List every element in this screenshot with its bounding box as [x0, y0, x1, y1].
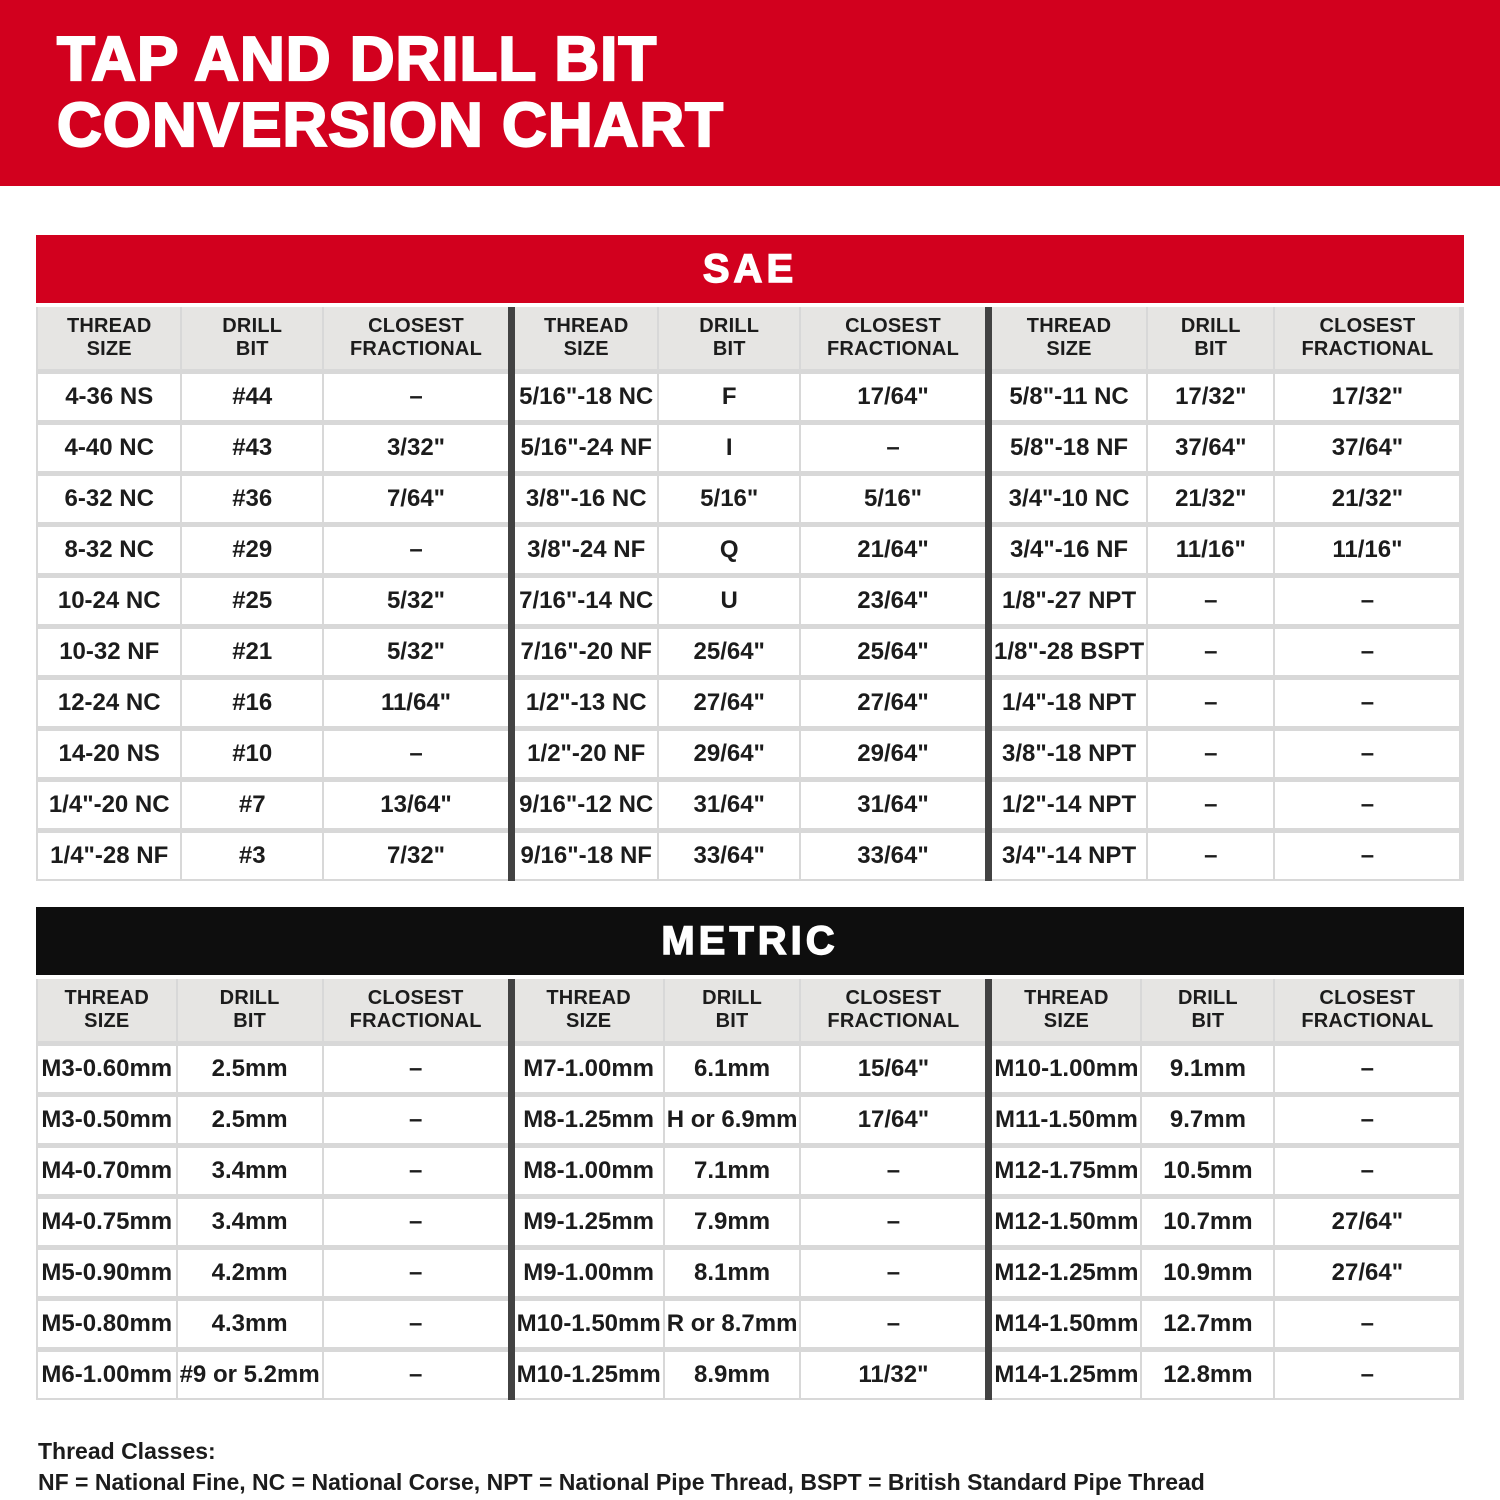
column-header: CLOSEST FRACTIONAL	[1275, 307, 1459, 369]
table-cell: 7.9mm	[665, 1199, 800, 1245]
table-cell: #36	[182, 476, 322, 522]
table-cell: –	[1275, 680, 1459, 726]
column-group	[38, 979, 508, 1400]
table-cell: –	[324, 1097, 508, 1143]
column-header: CLOSEST FRACTIONAL	[801, 307, 985, 369]
table-cell: 7.1mm	[665, 1148, 800, 1194]
table-cell: –	[801, 1250, 985, 1296]
table-cell: 1/8"-27 NPT	[992, 578, 1146, 624]
table-cell: #43	[182, 425, 322, 471]
table-cell: 10.5mm	[1142, 1148, 1273, 1194]
table-cell: 6.1mm	[665, 1046, 800, 1092]
column-header: THREAD SIZE	[992, 979, 1140, 1041]
table-cell: 10.9mm	[1142, 1250, 1273, 1296]
table-cell: M3-0.60mm	[38, 1046, 176, 1092]
table-cell: 31/64"	[801, 782, 985, 828]
table-cell: M6-1.00mm	[38, 1352, 176, 1398]
table-cell: M7-1.00mm	[515, 1046, 663, 1092]
table-cell: 21/64"	[801, 527, 985, 573]
page-title-line2: CONVERSION CHART	[57, 91, 725, 160]
column-header: DRILL BIT	[659, 307, 799, 369]
table-cell: –	[1148, 782, 1273, 828]
column-header: DRILL BIT	[1142, 979, 1273, 1041]
metric-section-header	[36, 907, 1464, 975]
table-cell: 8.9mm	[665, 1352, 800, 1398]
table-cell: 27/64"	[659, 680, 799, 726]
metric-table	[36, 979, 1464, 1400]
table-cell: –	[801, 1301, 985, 1347]
table-cell: 33/64"	[801, 833, 985, 879]
table-cell: –	[1148, 731, 1273, 777]
column-header: THREAD SIZE	[515, 979, 663, 1041]
table-cell: 25/64"	[801, 629, 985, 675]
table-cell: 11/16"	[1275, 527, 1459, 573]
table-cell: M14-1.50mm	[992, 1301, 1140, 1347]
table-cell: 21/32"	[1148, 476, 1273, 522]
column-header: THREAD SIZE	[38, 307, 180, 369]
table-cell: 29/64"	[659, 731, 799, 777]
table-cell: 4.2mm	[178, 1250, 322, 1296]
table-cell: M5-0.80mm	[38, 1301, 176, 1347]
table-cell: –	[1275, 1148, 1459, 1194]
table-cell: 13/64"	[324, 782, 508, 828]
table-cell: 15/64"	[801, 1046, 985, 1092]
column-header: THREAD SIZE	[515, 307, 657, 369]
column-header: DRILL BIT	[665, 979, 800, 1041]
sae-section-header	[36, 235, 1464, 303]
sae-section	[36, 235, 1464, 881]
table-cell: 3/8"-16 NC	[515, 476, 657, 522]
table-cell: 6-32 NC	[38, 476, 180, 522]
table-cell: –	[1275, 1352, 1459, 1398]
column-header: THREAD SIZE	[992, 307, 1146, 369]
table-cell: 4.3mm	[178, 1301, 322, 1347]
table-cell: M5-0.90mm	[38, 1250, 176, 1296]
table-cell: #16	[182, 680, 322, 726]
column-group	[515, 979, 986, 1400]
table-cell: M9-1.00mm	[515, 1250, 663, 1296]
table-cell: 27/64"	[1275, 1250, 1459, 1296]
table-cell: M3-0.50mm	[38, 1097, 176, 1143]
table-cell: M10-1.00mm	[992, 1046, 1140, 1092]
table-cell: 3/4"-16 NF	[992, 527, 1146, 573]
table-cell: –	[1275, 731, 1459, 777]
table-cell: I	[659, 425, 799, 471]
table-cell: #29	[182, 527, 322, 573]
table-cell: 11/64"	[324, 680, 508, 726]
table-cell: 5/8"-18 NF	[992, 425, 1146, 471]
table-cell: –	[324, 1250, 508, 1296]
table-cell: 7/32"	[324, 833, 508, 879]
table-cell: Q	[659, 527, 799, 573]
table-cell: –	[324, 374, 508, 420]
table-cell: 2.5mm	[178, 1046, 322, 1092]
table-cell: R or 8.7mm	[665, 1301, 800, 1347]
table-cell: –	[324, 1148, 508, 1194]
page-title-line1: TAP AND DRILL BIT	[57, 25, 658, 95]
thread-classes-footnote	[38, 1436, 1500, 1498]
table-cell: 31/64"	[659, 782, 799, 828]
table-cell: 5/16"	[659, 476, 799, 522]
table-cell: 29/64"	[801, 731, 985, 777]
table-cell: #44	[182, 374, 322, 420]
footnote-legend: NF = National Fine, NC = National Corse, NPT = National Pipe Thread, BSPT = British Standard Pipe Thread	[38, 1469, 1205, 1496]
table-cell: –	[1275, 1046, 1459, 1092]
table-cell: M10-1.50mm	[515, 1301, 663, 1347]
metric-section	[36, 907, 1464, 1400]
table-cell: 4-40 NC	[38, 425, 180, 471]
table-cell: –	[1275, 782, 1459, 828]
table-cell: 17/32"	[1148, 374, 1273, 420]
table-cell: 10-24 NC	[38, 578, 180, 624]
table-cell: 10-32 NF	[38, 629, 180, 675]
table-cell: 1/4"-20 NC	[38, 782, 180, 828]
column-group	[38, 307, 508, 881]
table-cell: –	[324, 1046, 508, 1092]
table-cell: #7	[182, 782, 322, 828]
table-cell: #3	[182, 833, 322, 879]
table-cell: M12-1.75mm	[992, 1148, 1140, 1194]
table-cell: 1/2"-20 NF	[515, 731, 657, 777]
table-cell: #9 or 5.2mm	[178, 1352, 322, 1398]
table-cell: 9/16"-18 NF	[515, 833, 657, 879]
table-cell: 1/2"-14 NPT	[992, 782, 1146, 828]
table-cell: 3/8"-24 NF	[515, 527, 657, 573]
table-cell: M8-1.25mm	[515, 1097, 663, 1143]
table-cell: #21	[182, 629, 322, 675]
table-cell: 7/16"-14 NC	[515, 578, 657, 624]
table-cell: –	[324, 527, 508, 573]
table-cell: 27/64"	[1275, 1199, 1459, 1245]
table-cell: 33/64"	[659, 833, 799, 879]
table-cell: M4-0.75mm	[38, 1199, 176, 1245]
table-cell: –	[801, 425, 985, 471]
table-cell: M8-1.00mm	[515, 1148, 663, 1194]
table-cell: 11/16"	[1148, 527, 1273, 573]
table-cell: –	[1275, 1097, 1459, 1143]
table-cell: 12-24 NC	[38, 680, 180, 726]
table-cell: 3/4"-14 NPT	[992, 833, 1146, 879]
table-cell: 23/64"	[801, 578, 985, 624]
table-cell: 1/4"-28 NF	[38, 833, 180, 879]
table-cell: 5/16"	[801, 476, 985, 522]
table-cell: 12.7mm	[1142, 1301, 1273, 1347]
table-cell: 5/16"-24 NF	[515, 425, 657, 471]
table-cell: 1/4"-18 NPT	[992, 680, 1146, 726]
table-cell: –	[1275, 1301, 1459, 1347]
table-cell: M9-1.25mm	[515, 1199, 663, 1245]
table-cell: U	[659, 578, 799, 624]
table-cell: 14-20 NS	[38, 731, 180, 777]
table-cell: 3.4mm	[178, 1148, 322, 1194]
table-cell: 10.7mm	[1142, 1199, 1273, 1245]
footnote-heading: Thread Classes:	[38, 1438, 216, 1464]
column-header: CLOSEST FRACTIONAL	[324, 979, 508, 1041]
table-cell: 37/64"	[1275, 425, 1459, 471]
table-cell: M4-0.70mm	[38, 1148, 176, 1194]
table-cell: F	[659, 374, 799, 420]
table-cell: 7/64"	[324, 476, 508, 522]
table-cell: 25/64"	[659, 629, 799, 675]
table-cell: 1/8"-28 BSPT	[992, 629, 1146, 675]
column-header: CLOSEST FRACTIONAL	[1275, 979, 1459, 1041]
table-cell: M12-1.25mm	[992, 1250, 1140, 1296]
table-cell: M11-1.50mm	[992, 1097, 1140, 1143]
table-cell: 9/16"-12 NC	[515, 782, 657, 828]
column-header: DRILL BIT	[178, 979, 322, 1041]
column-header: THREAD SIZE	[38, 979, 176, 1041]
table-cell: –	[1148, 629, 1273, 675]
column-group	[992, 307, 1462, 881]
table-cell: 1/2"-13 NC	[515, 680, 657, 726]
table-cell: M10-1.25mm	[515, 1352, 663, 1398]
table-cell: 9.1mm	[1142, 1046, 1273, 1092]
title-banner	[0, 0, 1500, 186]
table-cell: 3/4"-10 NC	[992, 476, 1146, 522]
table-cell: 3.4mm	[178, 1199, 322, 1245]
table-cell: –	[324, 731, 508, 777]
column-group	[515, 307, 985, 881]
chart-content	[36, 235, 1464, 1400]
table-cell: –	[1275, 629, 1459, 675]
sae-section-label: SAE	[702, 246, 798, 291]
column-group	[992, 979, 1462, 1400]
table-cell: 5/32"	[324, 629, 508, 675]
table-cell: –	[1275, 578, 1459, 624]
table-cell: –	[1148, 833, 1273, 879]
column-header: DRILL BIT	[182, 307, 322, 369]
page-title	[57, 27, 1500, 158]
table-cell: –	[801, 1199, 985, 1245]
table-cell: 37/64"	[1148, 425, 1273, 471]
table-cell: M12-1.50mm	[992, 1199, 1140, 1245]
table-cell: 11/32"	[801, 1352, 985, 1398]
table-cell: 27/64"	[801, 680, 985, 726]
column-header: CLOSEST FRACTIONAL	[801, 979, 985, 1041]
table-cell: 5/16"-18 NC	[515, 374, 657, 420]
table-cell: #10	[182, 731, 322, 777]
table-cell: 12.8mm	[1142, 1352, 1273, 1398]
table-cell: M14-1.25mm	[992, 1352, 1140, 1398]
table-cell: 17/32"	[1275, 374, 1459, 420]
column-header: CLOSEST FRACTIONAL	[324, 307, 508, 369]
table-cell: 4-36 NS	[38, 374, 180, 420]
table-cell: –	[324, 1301, 508, 1347]
table-cell: 17/64"	[801, 1097, 985, 1143]
table-cell: 3/32"	[324, 425, 508, 471]
table-cell: #25	[182, 578, 322, 624]
column-header: DRILL BIT	[1148, 307, 1273, 369]
table-cell: 5/32"	[324, 578, 508, 624]
table-cell: 3/8"-18 NPT	[992, 731, 1146, 777]
table-cell: 9.7mm	[1142, 1097, 1273, 1143]
table-cell: 7/16"-20 NF	[515, 629, 657, 675]
table-cell: 8.1mm	[665, 1250, 800, 1296]
table-cell: –	[1148, 680, 1273, 726]
table-cell: –	[1148, 578, 1273, 624]
table-cell: –	[801, 1148, 985, 1194]
table-cell: –	[324, 1199, 508, 1245]
table-cell: 2.5mm	[178, 1097, 322, 1143]
table-cell: –	[324, 1352, 508, 1398]
table-cell: 17/64"	[801, 374, 985, 420]
table-cell: 8-32 NC	[38, 527, 180, 573]
sae-table	[36, 307, 1464, 881]
metric-section-label: METRIC	[661, 918, 839, 963]
table-cell: 5/8"-11 NC	[992, 374, 1146, 420]
table-cell: 21/32"	[1275, 476, 1459, 522]
table-cell: –	[1275, 833, 1459, 879]
table-cell: H or 6.9mm	[665, 1097, 800, 1143]
